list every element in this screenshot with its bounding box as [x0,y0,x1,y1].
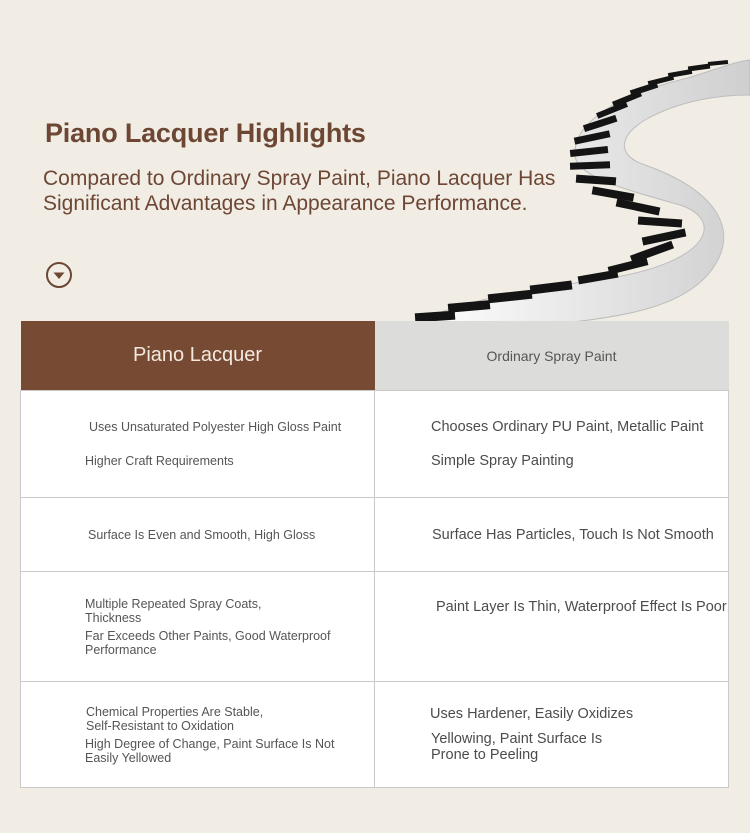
page-subtitle: Compared to Ordinary Spray Paint, Piano Lacquer Has Significant Advantages in Appearance Performance. [43,167,556,215]
cell-line: Chemical Properties Are Stable, Self-Resistant to Oxidation [86,704,264,733]
page-title: Piano Lacquer Highlights [45,118,366,148]
cell-line: Chooses Ordinary PU Paint, Metallic Paint [431,419,704,435]
cell-line: Surface Is Even and Smooth, High Gloss [88,527,316,542]
ordinary-spray-paint-cell [375,498,729,572]
ordinary-spray-paint-cell [375,391,729,498]
comparison-table [20,321,729,788]
header-piano-lacquer: Piano Lacquer [21,321,375,391]
cell-line: Higher Craft Requirements [85,454,234,468]
piano-lacquer-cell [21,682,375,788]
cell-line: Uses Hardener, Easily Oxidizes [430,706,634,722]
table-row [21,391,729,498]
cell-line: Yellowing, Paint Surface Is Prone to Peeling [431,731,603,763]
cell-line: Uses Unsaturated Polyester High Gloss Paint [89,420,342,434]
cell-line: Far Exceeds Other Paints, Good Waterproof Performance [85,628,331,657]
piano-lacquer-cell [21,572,375,682]
piano-lacquer-cell [21,391,375,498]
cell-line: Multiple Repeated Spray Coats, Thickness [85,596,262,625]
cell-line: Paint Layer Is Thin, Waterproof Effect Is Poor [436,598,727,615]
chevron-down-circle-icon [45,261,73,289]
cell-line: Surface Has Particles, Touch Is Not Smooth [432,526,714,543]
header-ordinary-spray-paint: Ordinary Spray Paint [375,321,729,391]
table-header-row [21,321,729,391]
ordinary-spray-paint-cell [375,682,729,788]
cell-line: High Degree of Change, Paint Surface Is Not Easily Yellowed [85,736,335,765]
table-row [21,682,729,788]
ordinary-spray-paint-cell [375,572,729,682]
piano-lacquer-cell [21,498,375,572]
hero-banner [0,0,750,320]
table-row [21,572,729,682]
cell-line: Simple Spray Painting [431,453,574,469]
table-row [21,498,729,572]
